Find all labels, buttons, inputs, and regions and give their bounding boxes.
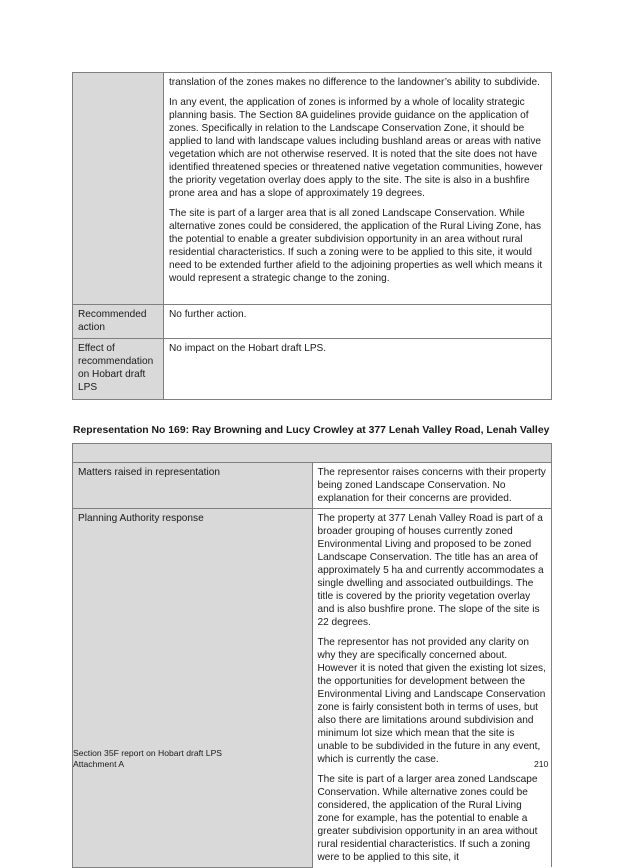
- row-label-cell: Recommended action: [73, 305, 164, 339]
- paragraph: No impact on the Hobart draft LPS.: [169, 343, 327, 354]
- table-row: [73, 509, 552, 868]
- paragraph: No further action.: [169, 309, 247, 320]
- row-label-cell: Effect of recommendation on Hobart draft LPS: [73, 339, 164, 400]
- table-header-row: [73, 444, 552, 463]
- row-content-cell: [164, 339, 552, 400]
- header-cell: [73, 444, 552, 463]
- response-table-continued: [72, 72, 552, 400]
- row-content-cell: [164, 73, 552, 305]
- table-row: [73, 339, 552, 400]
- row-content-cell: [312, 509, 552, 868]
- paragraph: In any event, the application of zones is informed by a whole of locality strategic planning basis. The Section 8A guidelines provide guidance on the application of zones. Specifically in relation to the Landscape Conservation Zone, it should be applied to land with landscape values including bushland areas or areas with native vegetation which are not otherwise reserved. It is noted that the site does not have identified threatened species or threatened native vegetation communities, however the priority vegetation overlay does apply to the site. The site is also in a bushfire prone area and has a slope of approximately 19 degrees.: [169, 97, 543, 199]
- footer-report-title: Section 35F report on Hobart draft LPS: [73, 748, 223, 758]
- footer-attachment: Attachment A: [73, 759, 125, 769]
- row-label-cell: Planning Authority response: [73, 509, 313, 868]
- row-content-cell: [312, 463, 552, 509]
- paragraph: The representor has not provided any clarity on why they are specifically concerned about. However it is noted that given the existing lot sizes, the opportunities for development between the Environmental Living and Landscape Conservation zone is fairly consistent both in terms of uses, but also there are limitations around subdivision and minimum lot size which mean that the site is unable to be subdivided in the future in any event, which is currently the case.: [317, 637, 546, 765]
- page-number: 210: [534, 759, 549, 769]
- row-label-cell: Matters raised in representation: [73, 463, 313, 509]
- row-content-cell: [164, 305, 552, 339]
- table-row: [73, 305, 552, 339]
- table-row: [73, 73, 552, 305]
- paragraph: The site is part of a larger area that is all zoned Landscape Conservation. While alternative zones could be considered, the application of the Rural Living Zone, has the potential to enable a greater subdivision opportunity in an area without rural residential characteristics. If such a zoning were to be applied to this site, it would need to be extended further afield to the adjoining properties as well which means it would represent a strategic change to the zoning.: [169, 208, 543, 284]
- paragraph: The representor raises concerns with their property being zoned Landscape Conservation. No explanation for their concerns are provided.: [317, 467, 546, 504]
- table-row: [73, 463, 552, 509]
- row-label-cell: [73, 73, 164, 305]
- page-footer: [73, 748, 222, 770]
- paragraph: The site is part of a larger area zoned Landscape Conservation. While alternative zones could be considered, the application of the Rural Living zone for example, has the potential to enable a greater subdivision opportunity in an area without rural residential characteristics. If such a zoning were to be applied to this site, it: [317, 774, 538, 863]
- representation-table: [72, 443, 552, 868]
- paragraph: translation of the zones makes no difference to the landowner’s ability to subdivide.: [169, 77, 540, 88]
- paragraph: The property at 377 Lenah Valley Road is part of a broader grouping of houses currently zoned Environmental Living and proposed to be zoned Landscape Conservation. The title has an area of approximately 5 ha and currently accommodates a single dwelling and associated outbuildings. The title is covered by the priority vegetation overlay and is also bushfire prone. The slope of the site is 22 degrees.: [317, 513, 544, 628]
- representation-heading: Representation No 169: Ray Browning and Lucy Crowley at 377 Lenah Valley Road, Lenah Valley: [73, 425, 550, 436]
